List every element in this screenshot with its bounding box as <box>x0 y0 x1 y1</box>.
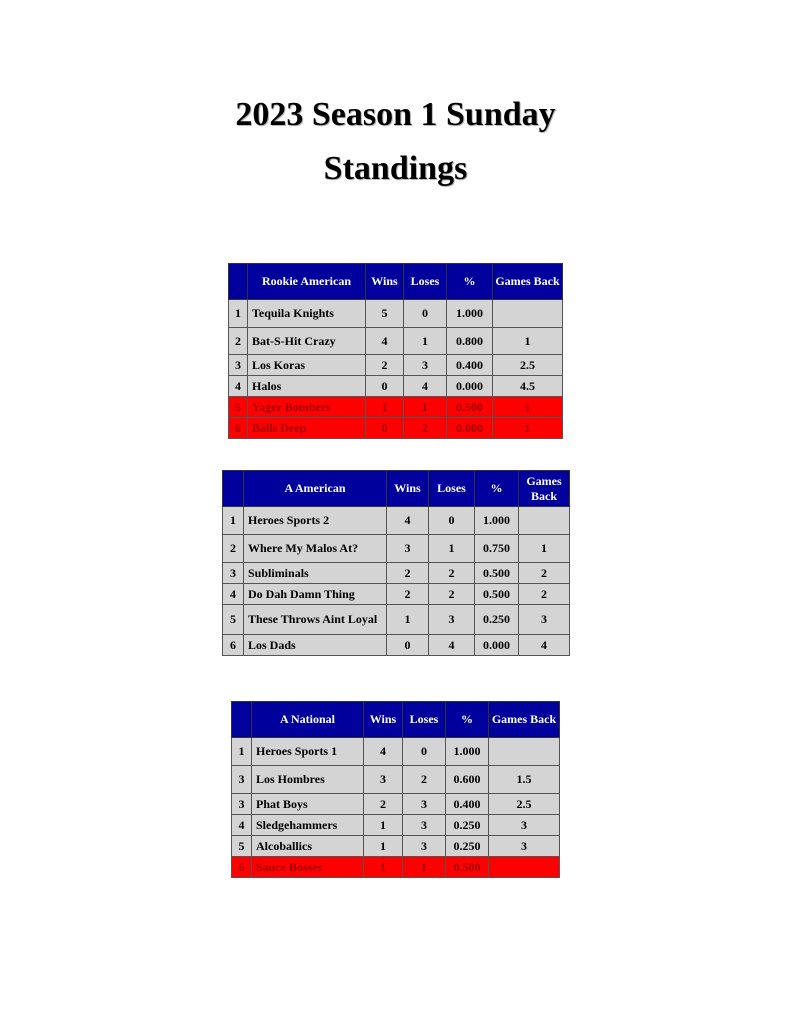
rank-cell: 4 <box>232 815 252 836</box>
table-row <box>223 563 570 584</box>
division-name-header: A National <box>252 702 364 738</box>
loses-header: Loses <box>403 702 446 738</box>
wins-cell: 1 <box>364 815 403 836</box>
header-row <box>223 471 570 507</box>
team-cell: Heroes Sports 2 <box>244 507 387 535</box>
header-row <box>229 264 563 300</box>
pct-cell: 1.000 <box>475 507 519 535</box>
rank-cell: 5 <box>229 397 248 418</box>
rank-cell: 1 <box>232 738 252 766</box>
team-cell: Subliminals <box>244 563 387 584</box>
games-back-cell: 1 <box>493 418 563 439</box>
games-back-cell: 2.5 <box>493 355 563 376</box>
pct-cell: 0.250 <box>475 605 519 635</box>
wins-cell: 4 <box>387 507 429 535</box>
standings-table-a-american <box>222 470 570 656</box>
table-row <box>223 535 570 563</box>
wins-cell: 0 <box>387 635 429 656</box>
page-title: 2023 Season 1 Sunday <box>235 96 556 133</box>
wins-cell: 4 <box>366 328 404 355</box>
loses-cell: 3 <box>403 794 446 815</box>
games-back-cell: 1 <box>493 328 563 355</box>
rank-cell: 3 <box>223 563 244 584</box>
table-row <box>229 376 563 397</box>
loses-cell: 4 <box>404 376 447 397</box>
table-row-highlighted <box>229 397 563 418</box>
team-cell: Bat-S-Hit Crazy <box>248 328 366 355</box>
pct-cell: 0.500 <box>475 584 519 605</box>
games-back-cell: 4 <box>519 635 570 656</box>
loses-cell: 1 <box>404 328 447 355</box>
team-cell: Alcoballics <box>252 836 364 857</box>
table-row <box>223 635 570 656</box>
wins-cell: 2 <box>387 563 429 584</box>
pct-header: % <box>447 264 493 300</box>
loses-cell: 2 <box>429 584 475 605</box>
games-back-cell: 2 <box>519 584 570 605</box>
loses-header: Loses <box>429 471 475 507</box>
team-cell: Yager Bombers <box>248 397 366 418</box>
games-back-cell: 3 <box>489 836 560 857</box>
table-row <box>229 300 563 328</box>
games-back-cell: 2 <box>519 563 570 584</box>
table-row-highlighted <box>232 857 560 878</box>
team-cell: These Throws Aint Loyal <box>244 605 387 635</box>
games-back-cell: 4.5 <box>493 376 563 397</box>
wins-cell: 4 <box>364 738 403 766</box>
wins-cell: 1 <box>387 605 429 635</box>
pct-cell: 0.400 <box>446 794 489 815</box>
pct-cell: 0.600 <box>446 766 489 794</box>
wins-cell: 3 <box>364 766 403 794</box>
standings-table-a-national <box>231 701 560 878</box>
rank-cell: 4 <box>229 376 248 397</box>
loses-cell: 1 <box>404 397 447 418</box>
pct-cell: 0.750 <box>475 535 519 563</box>
games-back-cell <box>493 300 563 328</box>
pct-cell: 0.500 <box>475 563 519 584</box>
rank-cell: 3 <box>232 766 252 794</box>
standings-table-rookie-american <box>228 263 563 439</box>
loses-cell: 3 <box>429 605 475 635</box>
table-row <box>229 328 563 355</box>
table-row <box>232 738 560 766</box>
rank-cell: 3 <box>229 355 248 376</box>
table-row <box>229 355 563 376</box>
games-back-header: Games Back <box>493 264 563 300</box>
team-cell: Sledgehammers <box>252 815 364 836</box>
pct-cell: 0.800 <box>447 328 493 355</box>
rank-cell: 2 <box>223 535 244 563</box>
pct-header: % <box>475 471 519 507</box>
wins-cell: 3 <box>387 535 429 563</box>
table-row <box>223 507 570 535</box>
rank-cell: 5 <box>223 605 244 635</box>
wins-cell: 2 <box>366 355 404 376</box>
rank-cell: 4 <box>223 584 244 605</box>
pct-cell: 0.250 <box>446 815 489 836</box>
pct-cell: 0.250 <box>446 836 489 857</box>
loses-cell: 2 <box>403 766 446 794</box>
games-back-cell: 3 <box>519 605 570 635</box>
games-back-header: Games Back <box>519 471 570 507</box>
games-back-cell: 2.5 <box>489 794 560 815</box>
rank-header <box>223 471 244 507</box>
table-row <box>223 584 570 605</box>
team-cell: Halos <box>248 376 366 397</box>
loses-cell: 3 <box>403 815 446 836</box>
wins-header: Wins <box>364 702 403 738</box>
team-cell: Balls Deep <box>248 418 366 439</box>
games-back-cell: 1 <box>519 535 570 563</box>
table-row <box>232 815 560 836</box>
rank-cell: 6 <box>232 857 252 878</box>
team-cell: Heroes Sports 1 <box>252 738 364 766</box>
pct-cell: 0.500 <box>446 857 489 878</box>
games-back-header: Games Back <box>489 702 560 738</box>
rank-cell: 3 <box>232 794 252 815</box>
loses-header: Loses <box>404 264 447 300</box>
wins-cell: 1 <box>366 397 404 418</box>
wins-header: Wins <box>387 471 429 507</box>
header-row <box>232 702 560 738</box>
team-cell: Los Koras <box>248 355 366 376</box>
rank-cell: 5 <box>232 836 252 857</box>
team-cell: Los Hombres <box>252 766 364 794</box>
wins-cell: 0 <box>366 418 404 439</box>
wins-cell: 2 <box>364 794 403 815</box>
loses-cell: 2 <box>404 418 447 439</box>
pct-cell: 1.000 <box>446 738 489 766</box>
pct-cell: 0.000 <box>475 635 519 656</box>
games-back-cell: 1.5 <box>489 766 560 794</box>
wins-cell: 0 <box>366 376 404 397</box>
loses-cell: 1 <box>429 535 475 563</box>
games-back-cell: 1 <box>493 397 563 418</box>
loses-cell: 3 <box>403 836 446 857</box>
pct-cell: 0.000 <box>447 418 493 439</box>
pct-cell: 1.000 <box>447 300 493 328</box>
games-back-cell <box>489 738 560 766</box>
team-cell: Los Dads <box>244 635 387 656</box>
table-row <box>223 605 570 635</box>
rank-cell: 6 <box>223 635 244 656</box>
rank-header <box>229 264 248 300</box>
rank-cell: 1 <box>223 507 244 535</box>
wins-cell: 2 <box>387 584 429 605</box>
loses-cell: 1 <box>403 857 446 878</box>
games-back-cell <box>519 507 570 535</box>
loses-cell: 2 <box>429 563 475 584</box>
loses-cell: 0 <box>404 300 447 328</box>
rank-cell: 6 <box>229 418 248 439</box>
team-cell: Where My Malos At? <box>244 535 387 563</box>
loses-cell: 0 <box>403 738 446 766</box>
wins-cell: 1 <box>364 836 403 857</box>
rank-cell: 1 <box>229 300 248 328</box>
loses-cell: 4 <box>429 635 475 656</box>
division-name-header: Rookie American <box>248 264 366 300</box>
page-subtitle: Standings <box>323 150 468 187</box>
table-row-highlighted <box>229 418 563 439</box>
wins-cell: 1 <box>364 857 403 878</box>
team-cell: Sauce Bosses <box>252 857 364 878</box>
games-back-cell <box>489 857 560 878</box>
team-cell: Do Dah Damn Thing <box>244 584 387 605</box>
table-row <box>232 766 560 794</box>
table-row <box>232 794 560 815</box>
table-row <box>232 836 560 857</box>
games-back-cell: 3 <box>489 815 560 836</box>
rank-cell: 2 <box>229 328 248 355</box>
team-cell: Phat Boys <box>252 794 364 815</box>
wins-header: Wins <box>366 264 404 300</box>
loses-cell: 0 <box>429 507 475 535</box>
rank-header <box>232 702 252 738</box>
loses-cell: 3 <box>404 355 447 376</box>
wins-cell: 5 <box>366 300 404 328</box>
team-cell: Tequila Knights <box>248 300 366 328</box>
pct-cell: 0.000 <box>447 376 493 397</box>
pct-cell: 0.500 <box>447 397 493 418</box>
pct-cell: 0.400 <box>447 355 493 376</box>
division-name-header: A American <box>244 471 387 507</box>
pct-header: % <box>446 702 489 738</box>
